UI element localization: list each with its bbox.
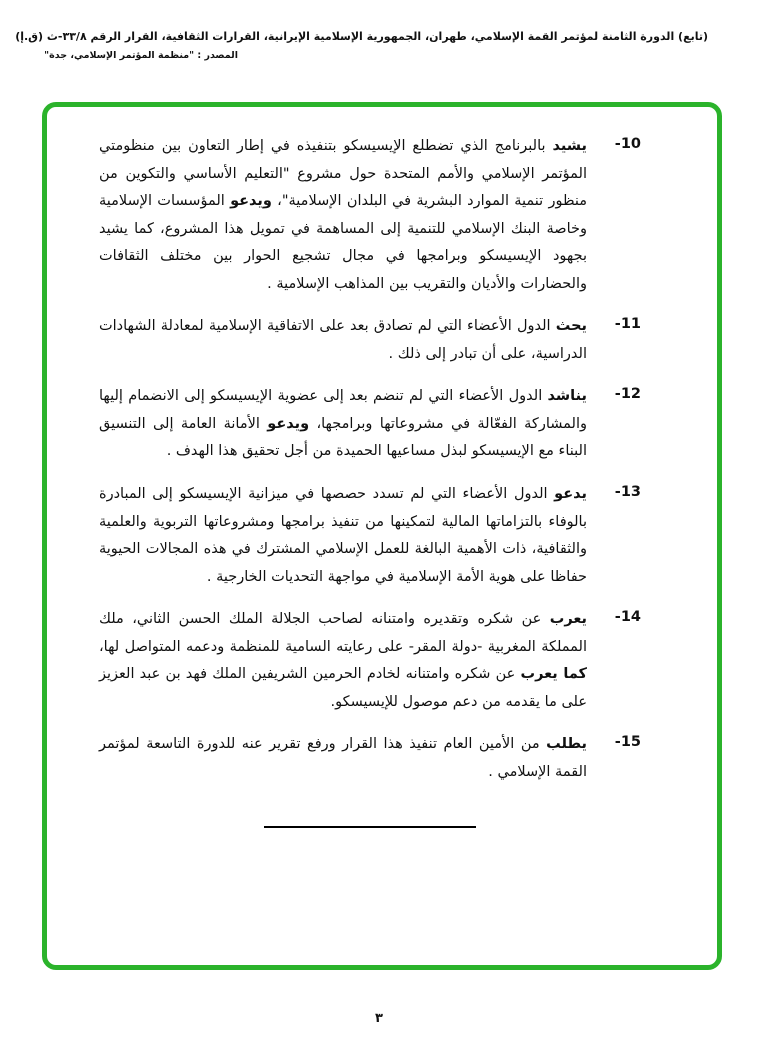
resolution-item <box>99 606 641 716</box>
resolution-item <box>99 731 641 786</box>
resolution-item <box>99 383 641 466</box>
resolution-item <box>99 133 641 298</box>
item-marker: -12 <box>614 386 641 403</box>
item-text: يدعو الدول الأعضاء التي لم تسدد حصصها في ميزانية الإيسيسكو إلى المبادرة بالوفاء بالتزاماتها المالية لتمكينها من تنفيذ برامجها ومشروعاتها التربوية والعلمية والثقافية، ذات الأهمية البالغة للعمل الإسلامي المشترك في هذه المجالات الحيوية حفاظا على هوية الأمة الإسلامية في مواجهة التحديات الخارجية . <box>99 486 587 585</box>
item-marker: -15 <box>614 734 641 751</box>
content-frame <box>42 102 722 970</box>
item-text: يطلب من الأمين العام تنفيذ هذا القرار ورفع تقرير عنه للدورة التاسعة لمؤتمر القمة الإسلامي . <box>99 736 587 780</box>
item-marker: -11 <box>614 316 641 333</box>
header-source-line: المصدر : "منظمة المؤتمر الإسلامي، جدة" <box>44 50 238 61</box>
item-marker: -14 <box>614 609 641 626</box>
item-text: يحث الدول الأعضاء التي لم تصادق بعد على الاتفاقية الإسلامية لمعادلة الشهادات الدراسية، على أن تبادر إلى ذلك . <box>99 318 587 362</box>
page-number: ٣ <box>375 1011 383 1026</box>
item-text: يعرب عن شكره وتقديره وامتنانه لصاحب الجلالة الملك الحسن الثاني، ملك المملكة المغربية -دولة المقر- على رعايته السامية للمنظمة ودعمه المتواصل لها، كما يعرب عن شكره وامتنانه لخادم الحرمين الشريفين الملك فهد بن عبد العزيز على ما يقدمه من دعم موصول للإيسيسكو. <box>99 611 587 710</box>
item-marker: -13 <box>614 484 641 501</box>
resolution-item <box>99 481 641 591</box>
closing-rule <box>264 826 476 828</box>
page-header <box>15 30 708 61</box>
item-text: يشيد بالبرنامج الذي تضطلع الإيسيسكو بتنفيذه في إطار التعاون بين منظومتي المؤتمر الإسلامي والأمم المتحدة حول مشروع "التعليم الأساسي والتكوين من منظور تنمية الموارد البشرية في البلدان الإسلامية"، ويدعو المؤسسات الإسلامية وخاصة البنك الإسلامي للتنمية إلى المساهمة في تمويل هذا المشروع، كما يشيد بجهود الإيسيسكو وبرامجها في مجال تشجيع الحوار بين مختلف الثقافات والحضارات والأديان والتقريب بين المذاهب الإسلامية . <box>99 138 588 292</box>
item-marker: -10 <box>614 136 641 152</box>
header-line1: (تابع) الدورة الثامنة لمؤتمر القمة الإسلامي، طهران، الجمهورية الإسلامية الإيرانية، القرارات الثقافية، القرار الرقم ٣٣/٨-ث (ق.إ) <box>15 30 708 43</box>
resolution-list <box>99 133 641 786</box>
resolution-item <box>99 313 641 368</box>
item-text: يناشد الدول الأعضاء التي لم تنضم بعد إلى عضوية الإيسيسكو إلى الانضمام إليها والمشاركة الفعّالة في مشروعاتها وبرامجها، ويدعو الأمانة العامة إلى التنسيق البناء مع الإيسيسكو لبذل مساعيها الحميدة من أجل تحقيق هذا الهدف . <box>99 388 588 460</box>
